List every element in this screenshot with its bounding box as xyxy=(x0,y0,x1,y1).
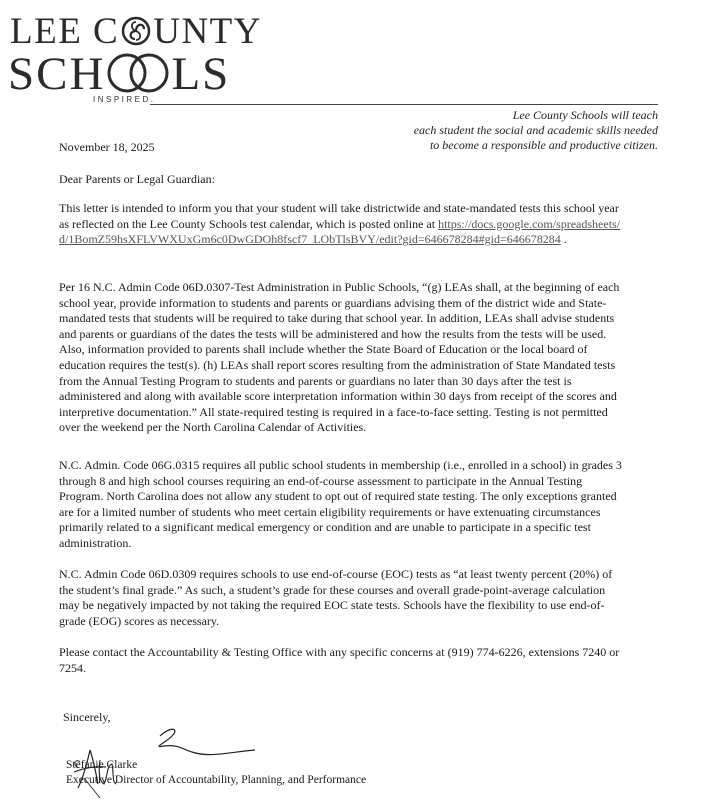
letter-date: November 18, 2025 xyxy=(59,140,155,154)
motto-line-3: to become a responsible and productive citizen. xyxy=(429,138,658,152)
paragraph-1-suffix: . xyxy=(560,232,567,247)
logo-text-ls: LS xyxy=(171,48,231,100)
paragraph-1-text: This letter is intended to inform you that your student will take districtwide and state-mandated tests this school year as reflected on the Lee County Schools test calendar, which is posted online at xyxy=(59,201,619,231)
signer-name: Stefanie Clarke xyxy=(66,759,138,771)
logo-double-o-icon xyxy=(106,52,170,94)
logo-text-sch: SCH xyxy=(8,48,106,100)
logo-swirl-icon xyxy=(120,15,152,47)
paragraph-admin-code-0307: Per 16 N.C. Admin Code 06D.0307-Test Administration in Public Schools, “(g) LEAs shall, at the beginning of each school year, provide information to students and parents or guardians advising them of the district wide and State-mandated tests that students will be required to take during that school year. In addition, LEAs shall advise students and parents or guardians of the dates the tests will be administered and how the results from the tests will be used. Also, information provided to parents shall include whether the State Board of Education or the local board of education requires the test(s). (h) LEAs shall report scores resulting from the administration of State Mandated tests from the Annual Testing Program to students and parents or guardians no later than 30 days after the test is administered and along with available score interpretation information within 30 days from receipt of the scores and interpretive documentation.” All state-required testing is required in a face-to-face setting. Testing is not permitted over the weekend per the North Carolina Calendar of Activities. xyxy=(59,280,620,435)
closing: Sincerely, xyxy=(63,710,111,724)
paragraph-admin-code-0315: N.C. Admin. Code 06G.0315 requires all public school students in membership (i.e., enrolled in a school) in grades 3 through 8 and high school courses requiring an end-of-course assessment to participate in the Annual Testing Program. North Carolina does not allow any student to opt out of required state testing. The only exceptions granted are for a limited number of students who meet certain eligibility requirements or have extenuating circumstances primarily related to a significant medical emergency or condition and are unable to participate in a specific test administration. xyxy=(59,458,622,550)
signer-title: Executive Director of Accountability, Planning, and Performance xyxy=(66,774,367,786)
logo-line-lee-county xyxy=(10,12,262,52)
logo-line-schools xyxy=(8,50,230,98)
paragraph-admin-code-0309: N.C. Admin Code 06D.0309 requires schools to use end-of-course (EOC) tests as “at least twenty percent (20%) of the student’s final grade.” As such, a student’s grade for these courses and overall grade-point-average calculation may be negatively impacted by not taking the required EOC state tests. Schools have the flexibility to use end-of-grade (EOG) scores as necessary. xyxy=(59,567,613,628)
motto-line-2: each student the social and academic skills needed xyxy=(413,123,658,137)
logo-text-unty: UNTY xyxy=(153,11,262,52)
paragraph-contact: Please contact the Accountability & Testing Office with any specific concerns at (919) 774-6226, extensions 7240 or 7254. xyxy=(59,645,620,675)
salutation: Dear Parents or Legal Guardian: xyxy=(59,172,215,186)
test-calendar-link[interactable]: https://docs.google.com/spreadsheets/d/1BomZ59hsXFLVWXUxGm6c0DwGDOh8fscf7_LObTlsBVY/edit?gid=646678284#gid=646678284 xyxy=(59,216,621,247)
logo-text-lee-c: LEE C xyxy=(10,11,120,52)
header-divider xyxy=(150,104,658,105)
district-motto xyxy=(318,108,658,153)
paragraph-test-calendar xyxy=(59,201,627,248)
motto-line-1: Lee County Schools will teach xyxy=(512,108,658,122)
logo-tagline: INSPIRED. xyxy=(93,95,156,104)
